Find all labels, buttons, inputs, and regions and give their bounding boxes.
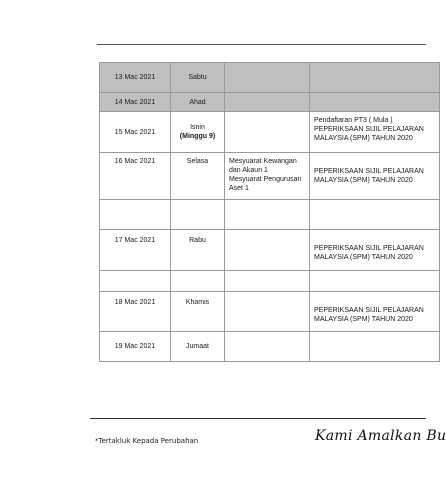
event-cell — [310, 230, 440, 271]
date-cell: 16 Mac 2021 — [100, 153, 171, 200]
date-cell: 18 Mac 2021 — [100, 292, 171, 332]
note-cell — [225, 292, 310, 332]
day-cell: Selasa — [171, 153, 225, 200]
day-cell: Jumaat — [171, 332, 225, 362]
day-cell: Ahad — [171, 93, 225, 112]
header-divider — [97, 44, 426, 45]
day-label: Isnin — [190, 124, 205, 131]
blank-cell — [100, 200, 171, 230]
event-line: Pendaftaran PT3 ( Mula ) — [314, 117, 393, 124]
school-motto: Kami Amalkan Bu — [315, 428, 446, 444]
table-row — [100, 292, 440, 332]
event-cell — [310, 153, 440, 200]
date-cell: 15 Mac 2021 — [100, 112, 171, 153]
note-line: Aset 1 — [229, 185, 249, 192]
note-cell — [225, 93, 310, 112]
event-line: PEPERIKSAAN SIJIL PELAJARAN — [314, 126, 424, 133]
day-cell: Rabu — [171, 230, 225, 271]
event-line: MALAYSIA (SPM) TAHUN 2020 — [314, 135, 413, 142]
day-cell — [171, 112, 225, 153]
event-cell — [310, 63, 440, 93]
event-line: PEPERIKSAAN SIJIL PELAJARAN — [314, 168, 424, 175]
blank-cell — [171, 271, 225, 292]
schedule-table — [99, 62, 440, 362]
blank-cell — [310, 200, 440, 230]
footer-divider — [90, 418, 426, 419]
date-cell: 19 Mac 2021 — [100, 332, 171, 362]
table-row-blank — [100, 271, 440, 292]
table-row — [100, 93, 440, 112]
event-cell — [310, 112, 440, 153]
event-cell — [310, 292, 440, 332]
note-cell — [225, 153, 310, 200]
blank-cell — [100, 271, 171, 292]
note-line: Mesyuarat Kewangan — [229, 158, 297, 165]
event-cell — [310, 332, 440, 362]
note-cell — [225, 230, 310, 271]
week-label: (Minggu 9) — [179, 133, 216, 140]
note-cell — [225, 63, 310, 93]
event-line: PEPERIKSAAN SIJIL PELAJARAN — [314, 307, 424, 314]
day-cell: Khamis — [171, 292, 225, 332]
blank-cell — [225, 200, 310, 230]
disclaimer-text: *Tertakluk Kepada Perubahan — [95, 437, 199, 445]
note-cell — [225, 332, 310, 362]
event-cell — [310, 93, 440, 112]
blank-cell — [225, 271, 310, 292]
event-line: MALAYSIA (SPM) TAHUN 2020 — [314, 316, 413, 323]
table-row — [100, 230, 440, 271]
blank-cell — [310, 271, 440, 292]
date-cell: 14 Mac 2021 — [100, 93, 171, 112]
date-cell: 17 Mac 2021 — [100, 230, 171, 271]
event-line: MALAYSIA (SPM) TAHUN 2020 — [314, 254, 413, 261]
table-row — [100, 112, 440, 153]
table-row — [100, 332, 440, 362]
blank-cell — [171, 200, 225, 230]
event-line: PEPERIKSAAN SIJIL PELAJARAN — [314, 245, 424, 252]
note-line: dan Akaun 1 — [229, 167, 268, 174]
day-cell: Sabtu — [171, 63, 225, 93]
table-row — [100, 153, 440, 200]
note-cell — [225, 112, 310, 153]
table-row-blank — [100, 200, 440, 230]
note-line: Mesyuarat Pengurusan — [229, 176, 302, 183]
date-cell: 13 Mac 2021 — [100, 63, 171, 93]
event-line: MALAYSIA (SPM) TAHUN 2020 — [314, 177, 413, 184]
table-row — [100, 63, 440, 93]
